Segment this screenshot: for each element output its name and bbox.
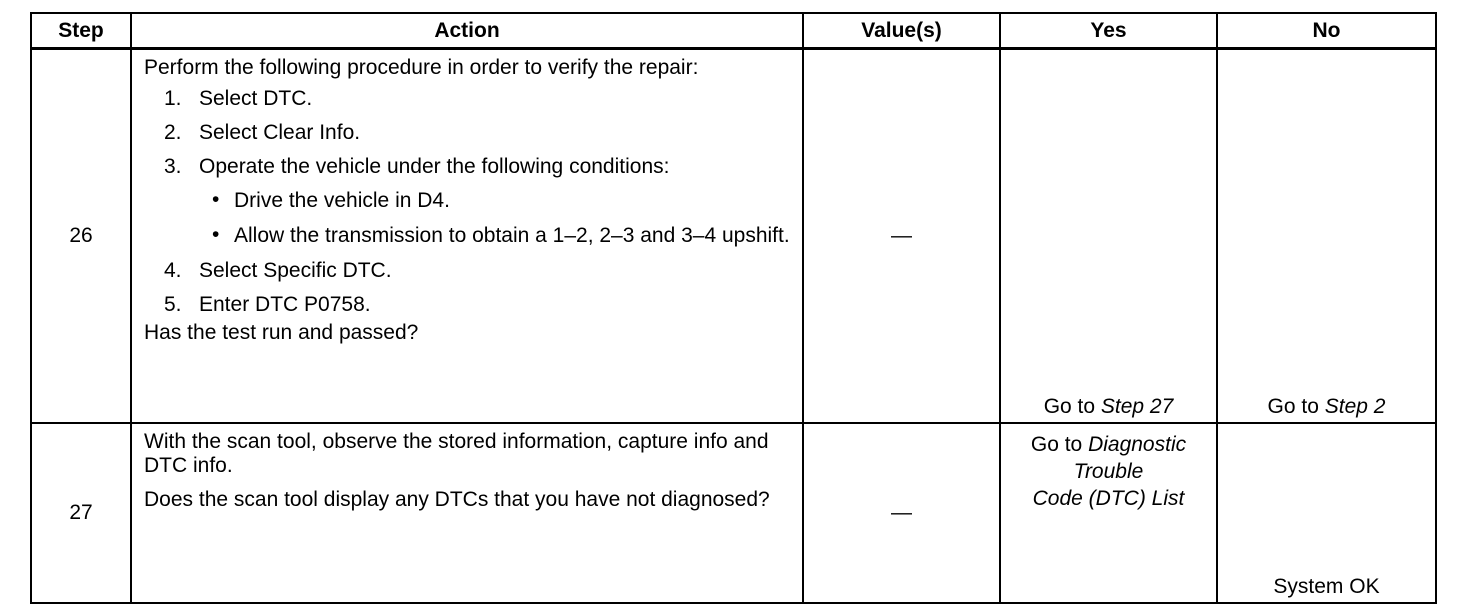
- header-values: Value(s): [803, 13, 1000, 49]
- no-step-link: Step 2: [1324, 395, 1386, 418]
- no-result: System OK: [1273, 575, 1380, 598]
- table-row-step-27: [31, 423, 1436, 603]
- no-cell: [1217, 49, 1436, 424]
- value-cell: —: [803, 49, 1000, 424]
- yes-prefix: Go to: [1030, 433, 1089, 456]
- table-row-step-26: [31, 49, 1436, 424]
- action-cell: [131, 49, 803, 424]
- yes-cell: [1000, 49, 1217, 424]
- header-action: Action: [131, 13, 803, 49]
- yes-dtc-link-line2: Trouble: [1073, 460, 1144, 483]
- header-step: Step: [31, 13, 131, 49]
- header-yes: Yes: [1000, 13, 1217, 49]
- list-item: 4. Select Specific DTC.: [164, 259, 392, 282]
- conditions-list: [199, 189, 790, 248]
- list-item: 1. Select DTC.: [164, 87, 313, 110]
- procedure-list: [144, 87, 790, 317]
- action-cell: [131, 423, 803, 603]
- action-question: Has the test run and passed?: [144, 321, 419, 344]
- action-intro: Perform the following procedure in order to verify the repair:: [144, 56, 699, 79]
- yes-dtc-link-line1: Diagnostic: [1088, 433, 1187, 456]
- list-item: • Allow the transmission to obtain a 1–2, 2–3 and 3–4 upshift.: [212, 223, 790, 247]
- step-number: 27: [31, 423, 131, 603]
- yes-cell: [1000, 423, 1217, 603]
- no-prefix: Go to: [1267, 395, 1325, 418]
- header-row: [31, 13, 1436, 49]
- value-cell: —: [803, 423, 1000, 603]
- list-item: • Drive the vehicle in D4.: [212, 188, 450, 212]
- yes-prefix: Go to: [1043, 395, 1101, 418]
- list-item: 5. Enter DTC P0758.: [164, 293, 371, 316]
- yes-dtc-link-line3: Code (DTC) List: [1032, 487, 1185, 510]
- diagnostic-table: [30, 12, 1437, 604]
- header-no: No: [1217, 13, 1436, 49]
- list-item: 2. Select Clear Info.: [164, 121, 361, 144]
- list-item: 3. Operate the vehicle under the following conditions: • Drive the vehicle in D4. • Allow the transmission to obtain a 1–2, 2–3 and 3–4 upshift.: [164, 155, 790, 247]
- no-cell: [1217, 423, 1436, 603]
- action-intro: With the scan tool, observe the stored information, capture info and DTC info.: [144, 430, 769, 477]
- action-question: Does the scan tool display any DTCs that you have not diagnosed?: [144, 488, 770, 511]
- yes-step-link: Step 27: [1100, 395, 1174, 418]
- step-number: 26: [31, 49, 131, 424]
